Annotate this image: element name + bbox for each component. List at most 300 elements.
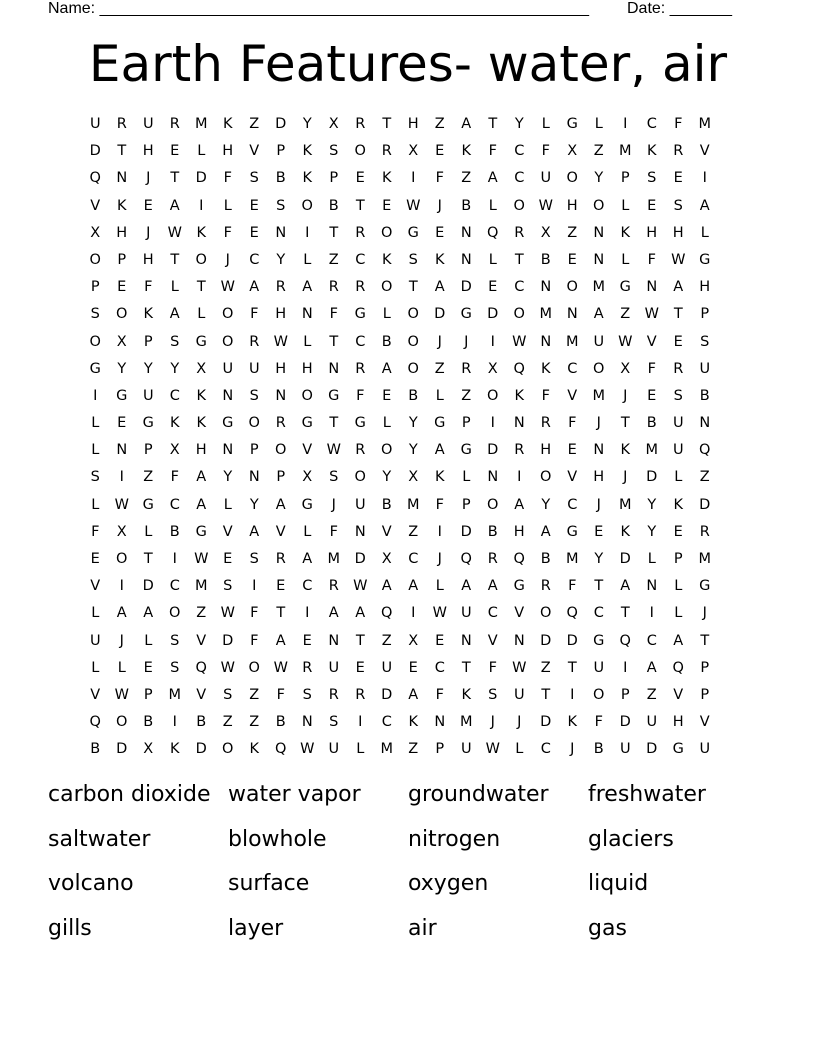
grid-letter[interactable]: K — [381, 251, 392, 268]
grid-letter[interactable]: P — [461, 415, 471, 432]
grid-letter[interactable]: A — [593, 306, 604, 323]
grid-letter[interactable]: B — [461, 197, 472, 214]
grid-letter[interactable]: O — [222, 306, 234, 323]
grid-letter[interactable]: E — [143, 659, 153, 676]
grid-letter[interactable]: R — [514, 224, 525, 241]
grid-letter[interactable]: N — [593, 442, 605, 459]
grid-letter[interactable]: T — [514, 251, 524, 268]
grid-letter[interactable]: G — [672, 741, 684, 758]
grid-letter[interactable]: M — [380, 741, 393, 758]
grid-letter[interactable]: Q — [460, 551, 472, 567]
grid-letter[interactable]: A — [514, 496, 525, 513]
grid-letter[interactable]: Q — [566, 605, 578, 622]
grid-letter[interactable]: B — [169, 523, 180, 540]
grid-letter[interactable]: S — [249, 551, 259, 567]
grid-letter[interactable]: M — [592, 387, 605, 404]
grid-letter[interactable]: C — [646, 116, 657, 132]
grid-letter[interactable]: L — [197, 306, 206, 323]
grid-letter[interactable]: E — [488, 279, 498, 296]
grid-letter[interactable]: H — [275, 360, 287, 377]
grid-letter[interactable]: S — [673, 197, 683, 214]
grid-letter[interactable]: K — [169, 415, 180, 432]
grid-letter[interactable]: Y — [514, 116, 524, 132]
grid-letter[interactable]: A — [461, 578, 472, 595]
grid-letter[interactable]: I — [119, 469, 124, 486]
grid-letter[interactable]: P — [700, 659, 710, 676]
grid-letter[interactable]: P — [620, 686, 630, 703]
grid-letter[interactable]: O — [540, 469, 552, 486]
grid-letter[interactable]: B — [275, 170, 286, 187]
grid-letter[interactable]: L — [647, 551, 656, 567]
name-field[interactable]: Name: _______________________________________________________ — [48, 0, 589, 17]
grid-letter[interactable]: W — [406, 197, 421, 214]
grid-letter[interactable]: L — [700, 224, 709, 241]
grid-letter[interactable]: F — [647, 360, 656, 377]
grid-letter[interactable]: H — [301, 360, 313, 377]
grid-letter[interactable]: D — [434, 306, 446, 323]
grid-letter[interactable]: K — [408, 714, 418, 731]
grid-letter[interactable]: A — [275, 632, 286, 649]
grid-letter[interactable]: Y — [302, 116, 312, 132]
grid-letter[interactable]: R — [461, 360, 472, 377]
grid-letter[interactable]: Q — [381, 605, 393, 622]
grid-letter[interactable]: L — [197, 143, 206, 160]
grid-letter[interactable]: M — [618, 496, 632, 513]
grid-letter[interactable]: Y — [223, 469, 233, 486]
grid-letter[interactable]: K — [540, 360, 551, 377]
grid-letter[interactable]: Q — [487, 224, 499, 241]
grid-letter[interactable]: B — [540, 551, 551, 567]
grid-letter[interactable]: T — [488, 116, 498, 132]
grid-letter[interactable]: T — [117, 143, 127, 160]
grid-letter[interactable]: I — [252, 578, 257, 595]
grid-letter[interactable]: Q — [89, 714, 101, 731]
grid-letter[interactable]: X — [116, 333, 127, 350]
grid-letter[interactable]: R — [169, 116, 180, 132]
grid-letter[interactable]: B — [408, 387, 419, 404]
grid-letter[interactable]: W — [512, 659, 527, 676]
grid-letter[interactable]: N — [275, 224, 287, 241]
grid-letter[interactable]: O — [593, 197, 605, 214]
grid-letter[interactable]: T — [355, 197, 365, 214]
grid-letter[interactable]: W — [618, 333, 633, 350]
grid-letter[interactable]: R — [540, 578, 551, 595]
grid-letter[interactable]: Z — [249, 116, 260, 132]
grid-letter[interactable]: E — [223, 551, 233, 567]
grid-letter[interactable]: J — [437, 197, 442, 214]
grid-letter[interactable]: N — [593, 251, 605, 268]
grid-letter[interactable]: U — [646, 714, 658, 731]
grid-letter[interactable]: K — [434, 251, 445, 268]
grid-letter[interactable]: X — [408, 143, 419, 160]
grid-letter[interactable]: Y — [170, 360, 180, 377]
grid-letter[interactable]: I — [623, 116, 628, 132]
grid-letter[interactable]: O — [169, 605, 181, 622]
grid-letter[interactable]: S — [329, 469, 339, 486]
grid-letter[interactable]: C — [540, 741, 551, 758]
grid-letter[interactable]: L — [594, 116, 603, 132]
grid-letter[interactable]: J — [331, 496, 336, 513]
grid-letter[interactable]: A — [116, 605, 127, 622]
grid-letter[interactable]: N — [487, 469, 499, 486]
grid-letter[interactable]: M — [327, 551, 340, 567]
grid-letter[interactable]: W — [167, 224, 182, 241]
grid-letter[interactable]: V — [381, 523, 392, 540]
grid-letter[interactable]: L — [435, 387, 444, 404]
grid-letter[interactable]: M — [698, 116, 711, 132]
grid-letter[interactable]: O — [301, 197, 313, 214]
grid-letter[interactable]: A — [381, 578, 392, 595]
grid-letter[interactable]: E — [249, 197, 259, 214]
grid-letter[interactable]: G — [566, 116, 578, 132]
grid-letter[interactable]: D — [460, 523, 472, 540]
grid-letter[interactable]: R — [381, 143, 392, 160]
grid-letter[interactable]: Z — [699, 469, 710, 486]
grid-letter[interactable]: S — [90, 306, 100, 323]
grid-letter[interactable]: T — [461, 659, 471, 676]
grid-letter[interactable]: L — [488, 197, 497, 214]
grid-letter[interactable]: N — [646, 578, 658, 595]
grid-letter[interactable]: V — [302, 442, 313, 459]
grid-letter[interactable]: N — [646, 279, 658, 296]
grid-letter[interactable]: N — [566, 306, 578, 323]
grid-letter[interactable]: Z — [567, 224, 578, 241]
grid-letter[interactable]: M — [645, 442, 658, 459]
grid-letter[interactable]: L — [91, 605, 100, 622]
grid-letter[interactable]: D — [566, 632, 578, 649]
grid-letter[interactable]: E — [594, 523, 604, 540]
grid-letter[interactable]: F — [647, 251, 656, 268]
grid-letter[interactable]: C — [169, 496, 180, 513]
grid-letter[interactable]: A — [408, 686, 419, 703]
grid-letter[interactable]: G — [89, 360, 101, 377]
grid-letter[interactable]: C — [514, 279, 525, 296]
grid-letter[interactable]: U — [222, 360, 234, 377]
grid-letter[interactable]: X — [408, 469, 419, 486]
grid-letter[interactable]: N — [275, 387, 287, 404]
grid-letter[interactable]: X — [196, 360, 207, 377]
grid-letter[interactable]: I — [490, 333, 495, 350]
grid-letter[interactable]: S — [408, 251, 418, 268]
grid-letter[interactable]: H — [646, 224, 658, 241]
grid-letter[interactable]: D — [540, 714, 552, 731]
grid-letter[interactable]: O — [487, 496, 499, 513]
grid-letter[interactable]: A — [143, 605, 154, 622]
grid-letter[interactable]: N — [301, 306, 313, 323]
grid-letter[interactable]: J — [464, 333, 469, 350]
grid-letter[interactable]: A — [699, 197, 710, 214]
grid-letter[interactable]: U — [672, 415, 684, 432]
grid-letter[interactable]: F — [435, 496, 444, 513]
grid-letter[interactable]: D — [381, 686, 393, 703]
grid-letter[interactable]: A — [275, 496, 286, 513]
grid-letter[interactable]: V — [222, 523, 233, 540]
grid-letter[interactable]: P — [143, 442, 153, 459]
grid-letter[interactable]: B — [196, 714, 207, 731]
grid-letter[interactable]: C — [169, 578, 180, 595]
grid-letter[interactable]: G — [195, 333, 207, 350]
grid-letter[interactable]: H — [699, 279, 711, 296]
grid-letter[interactable]: K — [249, 741, 259, 758]
grid-letter[interactable]: O — [513, 197, 525, 214]
grid-letter[interactable]: M — [592, 279, 605, 296]
grid-letter[interactable]: I — [649, 605, 654, 622]
grid-letter[interactable]: Z — [540, 659, 551, 676]
grid-letter[interactable]: M — [194, 116, 208, 132]
grid-letter[interactable]: U — [672, 442, 684, 459]
grid-letter[interactable]: E — [355, 659, 365, 676]
grid-letter[interactable]: T — [620, 605, 630, 622]
grid-letter[interactable]: O — [407, 306, 419, 323]
grid-letter[interactable]: E — [117, 415, 127, 432]
grid-letter[interactable]: O — [301, 387, 313, 404]
grid-letter[interactable]: N — [513, 632, 525, 649]
grid-letter[interactable]: J — [225, 251, 230, 268]
grid-letter[interactable]: S — [170, 632, 180, 649]
grid-letter[interactable]: A — [302, 279, 313, 296]
grid-letter[interactable]: F — [91, 523, 100, 540]
grid-letter[interactable]: D — [354, 551, 366, 567]
grid-letter[interactable]: T — [382, 116, 392, 132]
grid-letter[interactable]: N — [540, 333, 552, 350]
grid-letter[interactable]: I — [702, 170, 707, 187]
grid-letter[interactable]: V — [487, 632, 498, 649]
grid-letter[interactable]: R — [302, 659, 313, 676]
grid-letter[interactable]: L — [303, 523, 312, 540]
grid-letter[interactable]: E — [435, 143, 445, 160]
grid-letter[interactable]: L — [356, 741, 365, 758]
grid-letter[interactable]: R — [673, 143, 684, 160]
grid-letter[interactable]: I — [172, 714, 177, 731]
grid-letter[interactable]: F — [329, 523, 338, 540]
grid-letter[interactable]: J — [119, 632, 124, 649]
grid-letter[interactable]: Z — [434, 360, 445, 377]
grid-letter[interactable]: L — [488, 251, 497, 268]
grid-letter[interactable]: R — [355, 686, 366, 703]
grid-letter[interactable]: U — [328, 741, 340, 758]
grid-letter[interactable]: R — [355, 360, 366, 377]
grid-letter[interactable]: W — [326, 442, 341, 459]
grid-letter[interactable]: V — [673, 686, 684, 703]
grid-letter[interactable]: U — [513, 686, 525, 703]
grid-letter[interactable]: Z — [461, 170, 472, 187]
grid-letter[interactable]: T — [276, 605, 286, 622]
grid-letter[interactable]: C — [249, 251, 260, 268]
grid-letter[interactable]: U — [619, 741, 631, 758]
grid-letter[interactable]: F — [435, 170, 444, 187]
grid-letter[interactable]: I — [411, 605, 416, 622]
grid-letter[interactable]: P — [620, 170, 630, 187]
grid-letter[interactable]: Z — [620, 306, 631, 323]
grid-letter[interactable]: L — [674, 469, 683, 486]
grid-letter[interactable]: D — [487, 306, 499, 323]
grid-letter[interactable]: W — [273, 333, 288, 350]
grid-letter[interactable]: Y — [647, 523, 657, 540]
grid-letter[interactable]: X — [540, 224, 551, 241]
grid-letter[interactable]: J — [146, 170, 151, 187]
grid-letter[interactable]: O — [381, 279, 393, 296]
grid-letter[interactable]: N — [593, 224, 605, 241]
grid-letter[interactable]: M — [618, 143, 632, 160]
grid-letter[interactable]: S — [223, 686, 233, 703]
grid-letter[interactable]: Z — [143, 469, 154, 486]
grid-letter[interactable]: V — [196, 686, 207, 703]
grid-letter[interactable]: C — [567, 496, 578, 513]
grid-letter[interactable]: J — [517, 714, 522, 731]
grid-letter[interactable]: R — [328, 578, 339, 595]
grid-letter[interactable]: L — [515, 741, 524, 758]
grid-letter[interactable]: J — [570, 741, 575, 758]
grid-letter[interactable]: J — [437, 551, 442, 567]
grid-letter[interactable]: T — [329, 333, 339, 350]
grid-letter[interactable]: E — [673, 523, 683, 540]
grid-letter[interactable]: A — [249, 523, 260, 540]
grid-letter[interactable]: V — [699, 143, 710, 160]
grid-letter[interactable]: Q — [513, 360, 525, 377]
grid-letter[interactable]: A — [434, 442, 445, 459]
grid-letter[interactable]: W — [220, 659, 235, 676]
grid-letter[interactable]: G — [301, 496, 313, 513]
grid-letter[interactable]: G — [142, 415, 154, 432]
grid-letter[interactable]: I — [199, 197, 204, 214]
grid-letter[interactable]: E — [647, 387, 657, 404]
grid-letter[interactable]: N — [301, 714, 313, 731]
grid-letter[interactable]: F — [144, 279, 153, 296]
grid-letter[interactable]: D — [275, 116, 287, 132]
grid-letter[interactable]: M — [406, 496, 420, 513]
grid-letter[interactable]: I — [119, 578, 124, 595]
grid-letter[interactable]: C — [567, 360, 578, 377]
grid-letter[interactable]: K — [196, 224, 206, 241]
grid-letter[interactable]: X — [302, 469, 313, 486]
grid-letter[interactable]: F — [356, 387, 365, 404]
grid-letter[interactable]: D — [619, 551, 631, 567]
grid-letter[interactable]: E — [249, 224, 259, 241]
grid-letter[interactable]: G — [460, 306, 472, 323]
grid-letter[interactable]: M — [539, 306, 552, 323]
grid-letter[interactable]: B — [381, 496, 392, 513]
grid-letter[interactable]: U — [593, 333, 605, 350]
grid-letter[interactable]: F — [223, 170, 232, 187]
grid-letter[interactable]: L — [223, 496, 232, 513]
grid-letter[interactable]: A — [434, 279, 445, 296]
grid-letter[interactable]: G — [434, 415, 446, 432]
grid-letter[interactable]: C — [514, 143, 525, 160]
grid-letter[interactable]: W — [220, 279, 235, 296]
grid-letter[interactable]: M — [194, 578, 208, 595]
grid-letter[interactable]: R — [514, 442, 525, 459]
grid-letter[interactable]: N — [222, 387, 234, 404]
grid-letter[interactable]: S — [90, 469, 100, 486]
grid-letter[interactable]: D — [89, 143, 101, 160]
grid-letter[interactable]: Z — [593, 143, 604, 160]
grid-letter[interactable]: O — [116, 714, 128, 731]
grid-letter[interactable]: K — [302, 170, 312, 187]
grid-letter[interactable]: L — [170, 279, 179, 296]
grid-letter[interactable]: L — [674, 605, 683, 622]
grid-letter[interactable]: Y — [276, 251, 286, 268]
grid-letter[interactable]: S — [276, 197, 286, 214]
grid-letter[interactable]: T — [594, 578, 604, 595]
grid-letter[interactable]: H — [142, 143, 154, 160]
grid-letter[interactable]: W — [512, 333, 527, 350]
grid-letter[interactable]: S — [170, 333, 180, 350]
grid-letter[interactable]: R — [355, 116, 366, 132]
grid-letter[interactable]: G — [566, 523, 578, 540]
grid-letter[interactable]: Z — [222, 714, 233, 731]
grid-letter[interactable]: O — [89, 251, 101, 268]
grid-letter[interactable]: F — [541, 143, 550, 160]
grid-letter[interactable]: K — [169, 741, 180, 758]
grid-letter[interactable]: R — [355, 224, 366, 241]
grid-letter[interactable]: H — [566, 197, 578, 214]
grid-letter[interactable]: I — [490, 415, 495, 432]
grid-letter[interactable]: N — [460, 251, 472, 268]
grid-letter[interactable]: P — [143, 333, 153, 350]
grid-letter[interactable]: A — [196, 496, 207, 513]
grid-letter[interactable]: G — [699, 251, 711, 268]
grid-letter[interactable]: C — [487, 605, 498, 622]
grid-letter[interactable]: K — [143, 306, 153, 323]
grid-letter[interactable]: A — [302, 551, 313, 567]
grid-letter[interactable]: F — [250, 605, 259, 622]
grid-letter[interactable]: E — [276, 578, 286, 595]
grid-letter[interactable]: Y — [143, 360, 153, 377]
grid-letter[interactable]: B — [487, 523, 498, 540]
grid-letter[interactable]: J — [146, 224, 151, 241]
grid-letter[interactable]: A — [461, 116, 472, 132]
grid-letter[interactable]: N — [699, 415, 711, 432]
grid-letter[interactable]: Z — [328, 251, 339, 268]
grid-letter[interactable]: D — [222, 632, 234, 649]
grid-letter[interactable]: K — [567, 714, 577, 731]
grid-letter[interactable]: E — [567, 442, 577, 459]
grid-letter[interactable]: R — [275, 279, 286, 296]
grid-letter[interactable]: N — [460, 224, 472, 241]
grid-letter[interactable]: O — [275, 442, 287, 459]
grid-letter[interactable]: K — [461, 686, 471, 703]
grid-letter[interactable]: X — [381, 551, 392, 567]
grid-letter[interactable]: G — [354, 415, 366, 432]
grid-letter[interactable]: N — [328, 360, 340, 377]
grid-letter[interactable]: G — [460, 442, 472, 459]
grid-letter[interactable]: Q — [672, 659, 684, 676]
grid-letter[interactable]: R — [328, 686, 339, 703]
grid-letter[interactable]: H — [116, 224, 128, 241]
grid-letter[interactable]: O — [354, 469, 366, 486]
grid-letter[interactable]: D — [487, 442, 499, 459]
grid-letter[interactable]: K — [620, 523, 630, 540]
grid-letter[interactable]: E — [567, 251, 577, 268]
grid-letter[interactable]: P — [435, 741, 445, 758]
grid-letter[interactable]: Z — [249, 686, 260, 703]
grid-letter[interactable]: H — [593, 469, 605, 486]
grid-letter[interactable]: M — [459, 714, 473, 731]
grid-letter[interactable]: P — [461, 496, 471, 513]
grid-letter[interactable]: S — [249, 170, 259, 187]
grid-letter[interactable]: A — [355, 605, 366, 622]
grid-letter[interactable]: H — [513, 523, 525, 540]
grid-letter[interactable]: P — [249, 442, 259, 459]
grid-letter[interactable]: V — [196, 632, 207, 649]
grid-letter[interactable]: O — [513, 306, 525, 323]
grid-letter[interactable]: H — [672, 714, 684, 731]
grid-letter[interactable]: K — [116, 197, 127, 214]
grid-letter[interactable]: F — [594, 714, 603, 731]
grid-letter[interactable]: L — [621, 251, 630, 268]
grid-letter[interactable]: F — [329, 306, 338, 323]
grid-letter[interactable]: E — [647, 197, 657, 214]
